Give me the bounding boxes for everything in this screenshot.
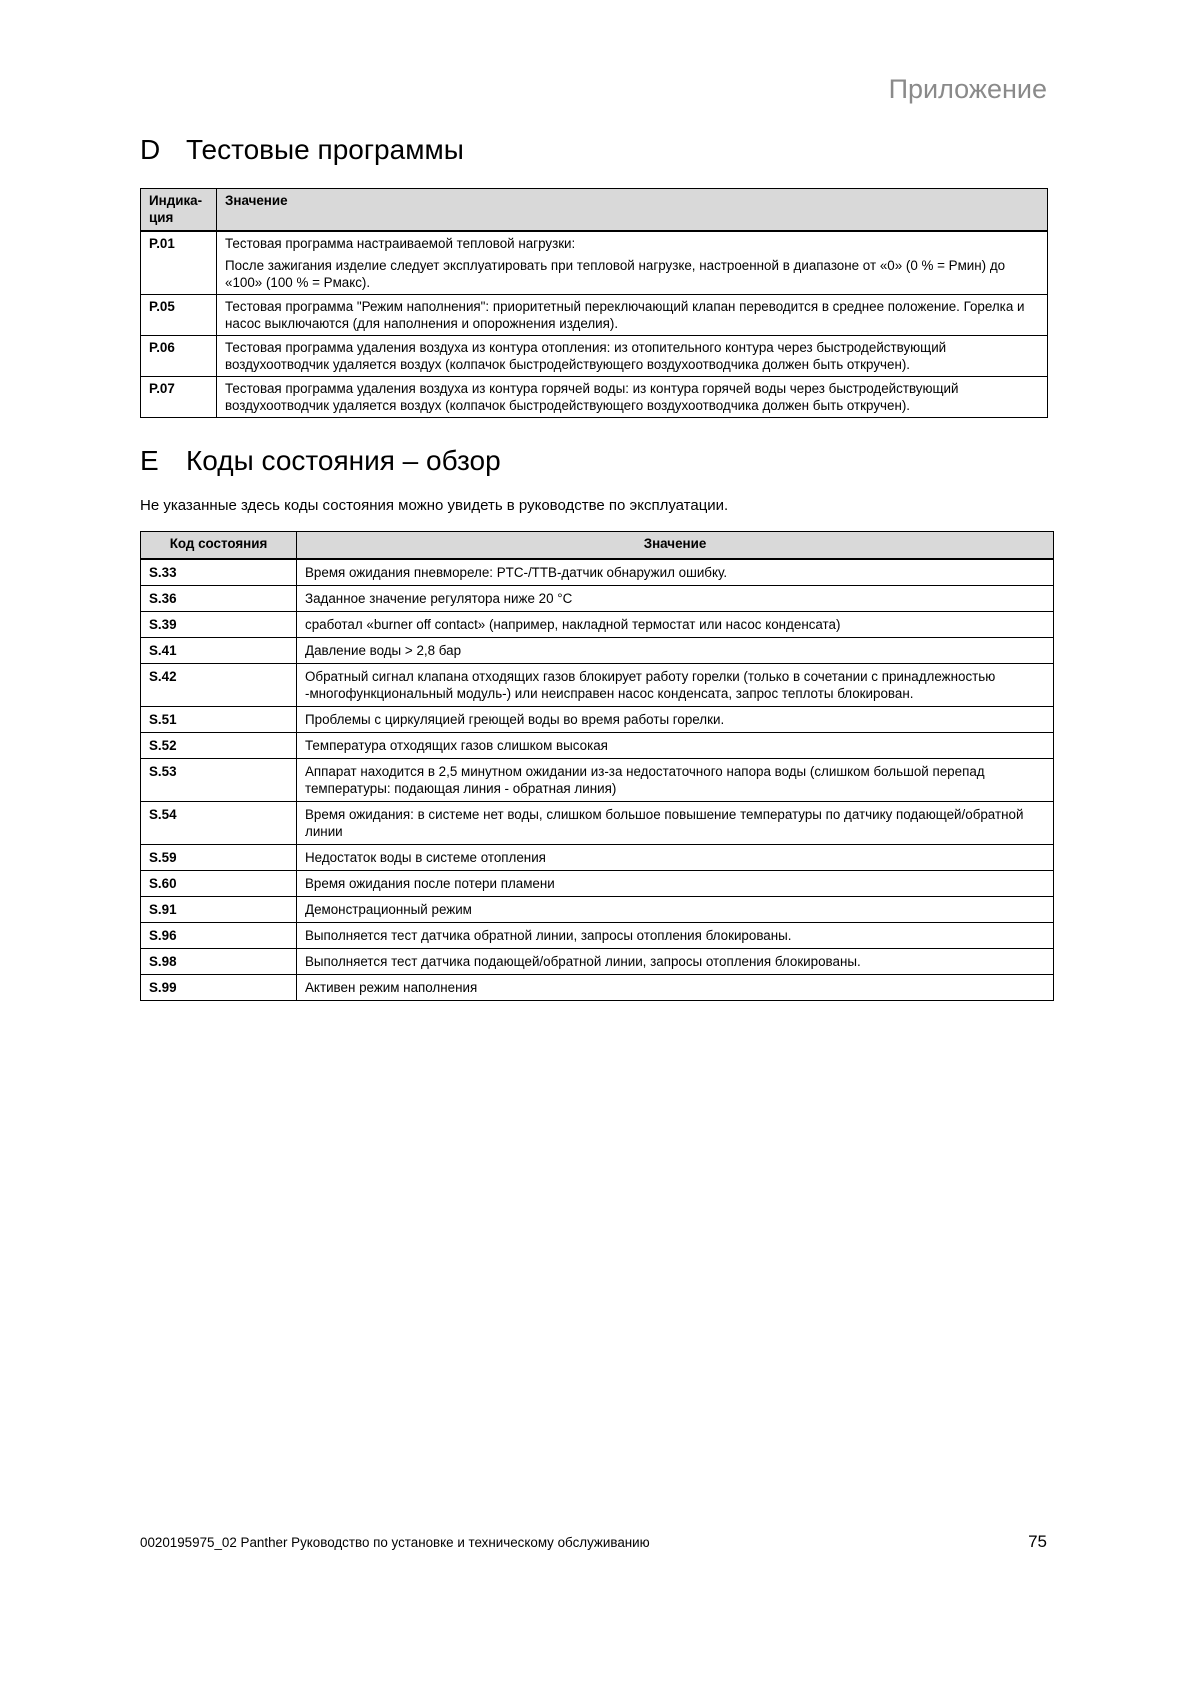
- status-code: S.60: [141, 871, 297, 897]
- status-code: S.99: [141, 975, 297, 1001]
- table-row: [141, 897, 1054, 923]
- status-meaning: Время ожидания: в системе нет воды, слишком большое повышение температуры по датчику подающей/обратной линии: [297, 802, 1054, 845]
- table-row: [141, 336, 1048, 377]
- status-meaning: Время ожидания пневмореле: PTC-/TTB-датчик обнаружил ошибку.: [297, 559, 1054, 586]
- footer-document-title: 0020195975_02 Panther Руководство по установке и техническому обслуживанию: [140, 1535, 650, 1550]
- status-meaning: Аппарат находится в 2,5 минутном ожидании из-за недостаточного напора воды (слишком большой перепад температуры: подающая линия - обратная линия): [297, 759, 1054, 802]
- description-line: Тестовая программа удаления воздуха из контура отопления: из отопительного контура через быстродействующий воздухоотводчик удаляется воздух (колпачок быстродействующего воздухоотводчика должен быть откручен).: [225, 340, 947, 372]
- section-e-heading: Коды состояния – обзор: [186, 445, 501, 476]
- table-header-row: [141, 189, 1048, 232]
- table-row: [141, 975, 1054, 1001]
- status-meaning: Температура отходящих газов слишком высокая: [297, 733, 1054, 759]
- table-row: [141, 231, 1048, 295]
- test-programs-table: [140, 188, 1048, 418]
- program-code: P.07: [141, 377, 217, 418]
- column-header-indication: Индика- ция: [141, 189, 217, 232]
- program-code: P.05: [141, 295, 217, 336]
- table-row: [141, 923, 1054, 949]
- program-description: [217, 336, 1048, 377]
- status-codes-table: [140, 531, 1054, 1001]
- section-e-letter: E: [140, 445, 159, 476]
- status-meaning: Давление воды > 2,8 бар: [297, 638, 1054, 664]
- program-description: [217, 231, 1048, 295]
- table-row: [141, 845, 1054, 871]
- section-e-title: [140, 445, 501, 477]
- status-code: S.42: [141, 664, 297, 707]
- status-meaning: Демонстрационный режим: [297, 897, 1054, 923]
- table-row: [141, 377, 1048, 418]
- status-code: S.41: [141, 638, 297, 664]
- status-meaning: Время ожидания после потери пламени: [297, 871, 1054, 897]
- table-header-row: [141, 532, 1054, 560]
- program-description: [217, 377, 1048, 418]
- table-row: [141, 586, 1054, 612]
- program-code: P.06: [141, 336, 217, 377]
- status-meaning: Недостаток воды в системе отопления: [297, 845, 1054, 871]
- status-code: S.53: [141, 759, 297, 802]
- page-number: 75: [1028, 1532, 1047, 1551]
- status-code: S.51: [141, 707, 297, 733]
- status-meaning: сработал «burner off contact» (например, накладной термостат или насос конденсата): [297, 612, 1054, 638]
- table-row: [141, 664, 1054, 707]
- column-header-code: Код состояния: [141, 532, 297, 560]
- test-programs-body: [141, 231, 1048, 418]
- table-row: [141, 949, 1054, 975]
- column-header-meaning: Значение: [297, 532, 1054, 560]
- status-meaning: Проблемы с циркуляцией греющей воды во время работы горелки.: [297, 707, 1054, 733]
- status-code: S.96: [141, 923, 297, 949]
- table-row: [141, 759, 1054, 802]
- description-line: Тестовая программа "Режим наполнения": приоритетный переключающий клапан переводится в среднее положение. Горелка и насос выключаются (для наполнения и опорожнения изделия).: [225, 299, 1025, 331]
- section-d-title: [140, 134, 464, 166]
- status-code: S.52: [141, 733, 297, 759]
- table-row: [141, 707, 1054, 733]
- status-meaning: Выполняется тест датчика обратной линии, запросы отопления блокированы.: [297, 923, 1054, 949]
- table-row: [141, 733, 1054, 759]
- description-line: Тестовая программа настраиваемой тепловой нагрузки:: [225, 236, 576, 251]
- section-d-letter: D: [140, 134, 161, 165]
- status-code: S.59: [141, 845, 297, 871]
- status-code: S.33: [141, 559, 297, 586]
- status-code: S.39: [141, 612, 297, 638]
- table-row: [141, 802, 1054, 845]
- status-code: S.36: [141, 586, 297, 612]
- status-codes-body: [141, 559, 1054, 1001]
- table-row: [141, 871, 1054, 897]
- description-line: Тестовая программа удаления воздуха из контура горячей воды: из контура горячей воды через быстродействующий воздухоотводчик удаляется воздух (колпачок быстродействующего воздухоотводчика должен быть откручен).: [225, 381, 959, 413]
- description-line: После зажигания изделие следует эксплуатировать при тепловой нагрузке, настроенной в диапазоне от «0» (0 % = Рмин) до «100» (100 % = Рмакс).: [225, 258, 1006, 290]
- table-row: [141, 638, 1054, 664]
- status-meaning: Обратный сигнал клапана отходящих газов блокирует работу горелки (только в сочетании с принадлежностью -многофункциональный модуль-) или неисправен насос конденсата, запрос теплоты блокирован.: [297, 664, 1054, 707]
- status-meaning: Заданное значение регулятора ниже 20 °C: [297, 586, 1054, 612]
- column-header-meaning: Значение: [217, 189, 1048, 232]
- status-meaning: Активен режим наполнения: [297, 975, 1054, 1001]
- program-code: P.01: [141, 231, 217, 295]
- table-row: [141, 295, 1048, 336]
- program-description: [217, 295, 1048, 336]
- page-header-label: Приложение: [888, 74, 1047, 104]
- status-code: S.54: [141, 802, 297, 845]
- section-d-heading: Тестовые программы: [186, 134, 464, 165]
- table-row: [141, 559, 1054, 586]
- status-code: S.98: [141, 949, 297, 975]
- table-row: [141, 612, 1054, 638]
- status-meaning: Выполняется тест датчика подающей/обратной линии, запросы отопления блокированы.: [297, 949, 1054, 975]
- section-e-intro: Не указанные здесь коды состояния можно увидеть в руководстве по эксплуатации.: [140, 497, 729, 514]
- status-code: S.91: [141, 897, 297, 923]
